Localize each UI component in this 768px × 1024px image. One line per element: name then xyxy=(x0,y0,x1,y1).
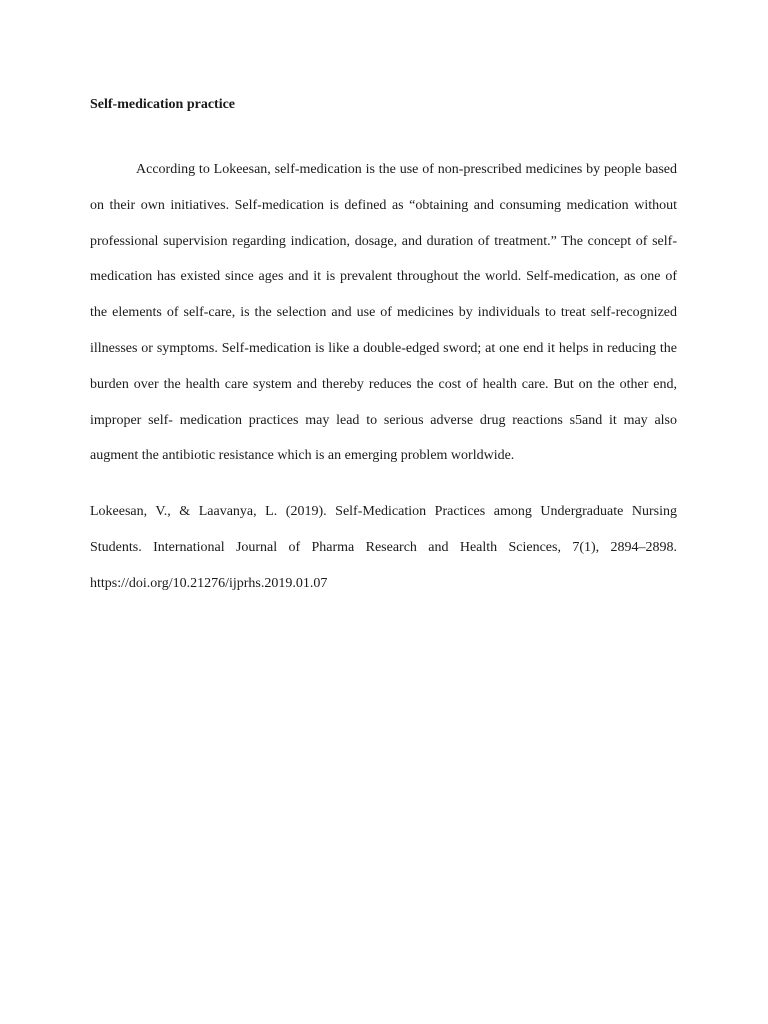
reference-citation: Lokeesan, V., & Laavanya, L. (2019). Self-Medication Practices among Undergraduate Nursing Students. International Journal of Pharma Research and Health Sciences, 7(1), 2894–2898. https://doi.org/10.21276/ijprhs.2019.01.07 xyxy=(90,504,677,591)
section-heading: Self-medication practice xyxy=(90,97,236,112)
document-content xyxy=(90,94,677,602)
body-paragraph: According to Lokeesan, self-medication is the use of non-prescribed medicines by people based on their own initiatives. Self-medication is defined as “obtaining and consuming medication without professional supervision regarding indication, dosage, and duration of treatment.” The concept of self-medication has existed since ages and it is prevalent throughout the world. Self-medication, as one of the elements of self-care, is the selection and use of medicines by individuals to treat self-recognized illnesses or symptoms. Self-medication is like a double-edged sword; at one end it helps in reducing the burden over the health care system and thereby reduces the cost of health care. But on the other end, improper self- medication practices may lead to serious adverse drug reactions s5and it may also augment the antibiotic resistance which is an emerging problem worldwide. xyxy=(90,162,677,464)
